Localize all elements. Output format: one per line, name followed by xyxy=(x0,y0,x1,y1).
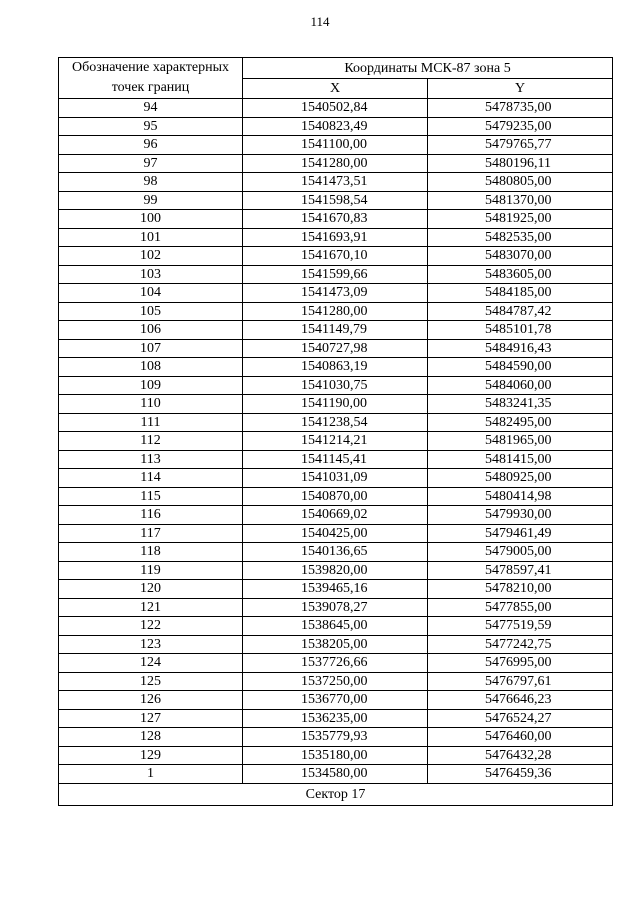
point-cell: 107 xyxy=(59,339,243,358)
y-coordinate-cell: 5479005,00 xyxy=(428,543,613,562)
y-coordinate-cell: 5484590,00 xyxy=(428,358,613,377)
y-coordinate-cell: 5476646,23 xyxy=(428,691,613,710)
y-coordinate-cell: 5480925,00 xyxy=(428,469,613,488)
point-cell: 104 xyxy=(59,284,243,303)
table-row xyxy=(59,99,613,118)
table-row xyxy=(59,728,613,747)
x-coordinate-cell: 1541670,10 xyxy=(243,247,428,266)
y-coordinate-cell: 5479235,00 xyxy=(428,117,613,136)
table-row xyxy=(59,154,613,173)
y-coordinate-cell: 5480414,98 xyxy=(428,487,613,506)
point-cell: 108 xyxy=(59,358,243,377)
table-row xyxy=(59,247,613,266)
table-row xyxy=(59,524,613,543)
x-coordinate-cell: 1541693,91 xyxy=(243,228,428,247)
table-row xyxy=(59,709,613,728)
point-cell: 123 xyxy=(59,635,243,654)
x-coordinate-cell: 1540823,49 xyxy=(243,117,428,136)
table-row xyxy=(59,746,613,765)
x-coordinate-cell: 1540870,00 xyxy=(243,487,428,506)
y-coordinate-cell: 5478735,00 xyxy=(428,99,613,118)
sector-label: Сектор 17 xyxy=(59,783,613,805)
point-cell: 124 xyxy=(59,654,243,673)
x-coordinate-cell: 1541145,41 xyxy=(243,450,428,469)
point-cell: 115 xyxy=(59,487,243,506)
y-coordinate-cell: 5478597,41 xyxy=(428,561,613,580)
x-coordinate-cell: 1541030,75 xyxy=(243,376,428,395)
coordinates-table xyxy=(58,57,613,806)
y-coordinate-cell: 5484787,42 xyxy=(428,302,613,321)
table-row xyxy=(59,228,613,247)
x-coordinate-cell: 1541149,79 xyxy=(243,321,428,340)
point-cell: 113 xyxy=(59,450,243,469)
y-coordinate-cell: 5480196,11 xyxy=(428,154,613,173)
y-coordinate-cell: 5481965,00 xyxy=(428,432,613,451)
x-coordinate-cell: 1535180,00 xyxy=(243,746,428,765)
x-coordinate-cell: 1541670,83 xyxy=(243,210,428,229)
point-cell: 109 xyxy=(59,376,243,395)
y-coordinate-cell: 5481925,00 xyxy=(428,210,613,229)
table-row xyxy=(59,173,613,192)
x-coordinate-cell: 1541473,09 xyxy=(243,284,428,303)
point-cell: 110 xyxy=(59,395,243,414)
y-coordinate-cell: 5483241,35 xyxy=(428,395,613,414)
x-coordinate-cell: 1541190,00 xyxy=(243,395,428,414)
y-coordinate-cell: 5476432,28 xyxy=(428,746,613,765)
point-cell: 95 xyxy=(59,117,243,136)
table-row xyxy=(59,598,613,617)
point-cell: 100 xyxy=(59,210,243,229)
coordinates-header: Координаты МСК-87 зона 5 xyxy=(243,58,613,79)
point-cell: 114 xyxy=(59,469,243,488)
table-row xyxy=(59,117,613,136)
y-coordinate-cell: 5476460,00 xyxy=(428,728,613,747)
x-column-header: X xyxy=(243,79,428,99)
x-coordinate-cell: 1534580,00 xyxy=(243,765,428,784)
table-row xyxy=(59,672,613,691)
coordinates-table-body xyxy=(59,58,613,806)
y-coordinate-cell: 5476797,61 xyxy=(428,672,613,691)
y-coordinate-cell: 5477855,00 xyxy=(428,598,613,617)
point-cell: 103 xyxy=(59,265,243,284)
x-coordinate-cell: 1541100,00 xyxy=(243,136,428,155)
x-coordinate-cell: 1539465,16 xyxy=(243,580,428,599)
y-coordinate-cell: 5477242,75 xyxy=(428,635,613,654)
y-coordinate-cell: 5484185,00 xyxy=(428,284,613,303)
point-cell: 125 xyxy=(59,672,243,691)
table-row xyxy=(59,395,613,414)
header-row xyxy=(59,58,613,79)
point-column-header: Обозначение характерных точек границ xyxy=(59,58,243,99)
point-cell: 129 xyxy=(59,746,243,765)
point-cell: 117 xyxy=(59,524,243,543)
page-number: 114 xyxy=(310,14,330,29)
point-cell: 126 xyxy=(59,691,243,710)
point-cell: 116 xyxy=(59,506,243,525)
x-coordinate-cell: 1541280,00 xyxy=(243,154,428,173)
y-coordinate-cell: 5483070,00 xyxy=(428,247,613,266)
x-coordinate-cell: 1536770,00 xyxy=(243,691,428,710)
y-coordinate-cell: 5476524,27 xyxy=(428,709,613,728)
table-row xyxy=(59,654,613,673)
point-cell: 94 xyxy=(59,99,243,118)
y-column-header: Y xyxy=(428,79,613,99)
y-coordinate-cell: 5482495,00 xyxy=(428,413,613,432)
x-coordinate-cell: 1539820,00 xyxy=(243,561,428,580)
point-cell: 99 xyxy=(59,191,243,210)
y-coordinate-cell: 5476995,00 xyxy=(428,654,613,673)
point-cell: 112 xyxy=(59,432,243,451)
table-row xyxy=(59,580,613,599)
y-coordinate-cell: 5476459,36 xyxy=(428,765,613,784)
x-coordinate-cell: 1537250,00 xyxy=(243,672,428,691)
x-coordinate-cell: 1540863,19 xyxy=(243,358,428,377)
point-cell: 102 xyxy=(59,247,243,266)
table-row xyxy=(59,265,613,284)
x-coordinate-cell: 1541238,54 xyxy=(243,413,428,432)
point-cell: 120 xyxy=(59,580,243,599)
point-cell: 96 xyxy=(59,136,243,155)
table-row xyxy=(59,284,613,303)
table-row xyxy=(59,506,613,525)
point-cell: 118 xyxy=(59,543,243,562)
point-cell: 105 xyxy=(59,302,243,321)
point-cell: 122 xyxy=(59,617,243,636)
point-cell: 111 xyxy=(59,413,243,432)
table-row xyxy=(59,210,613,229)
y-coordinate-cell: 5484060,00 xyxy=(428,376,613,395)
y-coordinate-cell: 5480805,00 xyxy=(428,173,613,192)
x-coordinate-cell: 1541599,66 xyxy=(243,265,428,284)
table-row xyxy=(59,691,613,710)
table-row xyxy=(59,450,613,469)
x-coordinate-cell: 1540727,98 xyxy=(243,339,428,358)
table-row xyxy=(59,765,613,784)
x-coordinate-cell: 1541214,21 xyxy=(243,432,428,451)
x-coordinate-cell: 1541280,00 xyxy=(243,302,428,321)
x-coordinate-cell: 1538645,00 xyxy=(243,617,428,636)
table-row xyxy=(59,543,613,562)
x-coordinate-cell: 1535779,93 xyxy=(243,728,428,747)
table-row xyxy=(59,136,613,155)
x-coordinate-cell: 1539078,27 xyxy=(243,598,428,617)
x-coordinate-cell: 1541598,54 xyxy=(243,191,428,210)
point-cell: 106 xyxy=(59,321,243,340)
x-coordinate-cell: 1540502,84 xyxy=(243,99,428,118)
y-coordinate-cell: 5484916,43 xyxy=(428,339,613,358)
y-coordinate-cell: 5482535,00 xyxy=(428,228,613,247)
point-cell: 128 xyxy=(59,728,243,747)
x-coordinate-cell: 1537726,66 xyxy=(243,654,428,673)
x-coordinate-cell: 1540425,00 xyxy=(243,524,428,543)
x-coordinate-cell: 1540669,02 xyxy=(243,506,428,525)
x-coordinate-cell: 1540136,65 xyxy=(243,543,428,562)
table-row xyxy=(59,413,613,432)
point-cell: 97 xyxy=(59,154,243,173)
y-coordinate-cell: 5481415,00 xyxy=(428,450,613,469)
y-coordinate-cell: 5478210,00 xyxy=(428,580,613,599)
table-row xyxy=(59,432,613,451)
table-row xyxy=(59,358,613,377)
sector-row xyxy=(59,783,613,805)
point-cell: 98 xyxy=(59,173,243,192)
table-row xyxy=(59,469,613,488)
point-cell: 127 xyxy=(59,709,243,728)
x-coordinate-cell: 1541031,09 xyxy=(243,469,428,488)
point-cell: 101 xyxy=(59,228,243,247)
table-row xyxy=(59,302,613,321)
table-row xyxy=(59,487,613,506)
table-row xyxy=(59,191,613,210)
point-cell: 1 xyxy=(59,765,243,784)
table-row xyxy=(59,617,613,636)
point-cell: 119 xyxy=(59,561,243,580)
x-coordinate-cell: 1541473,51 xyxy=(243,173,428,192)
point-cell: 121 xyxy=(59,598,243,617)
y-coordinate-cell: 5477519,59 xyxy=(428,617,613,636)
y-coordinate-cell: 5479765,77 xyxy=(428,136,613,155)
table-row xyxy=(59,561,613,580)
x-coordinate-cell: 1538205,00 xyxy=(243,635,428,654)
y-coordinate-cell: 5481370,00 xyxy=(428,191,613,210)
x-coordinate-cell: 1536235,00 xyxy=(243,709,428,728)
table-row xyxy=(59,376,613,395)
y-coordinate-cell: 5485101,78 xyxy=(428,321,613,340)
y-coordinate-cell: 5479930,00 xyxy=(428,506,613,525)
y-coordinate-cell: 5479461,49 xyxy=(428,524,613,543)
table-row xyxy=(59,321,613,340)
table-row xyxy=(59,339,613,358)
y-coordinate-cell: 5483605,00 xyxy=(428,265,613,284)
table-row xyxy=(59,635,613,654)
